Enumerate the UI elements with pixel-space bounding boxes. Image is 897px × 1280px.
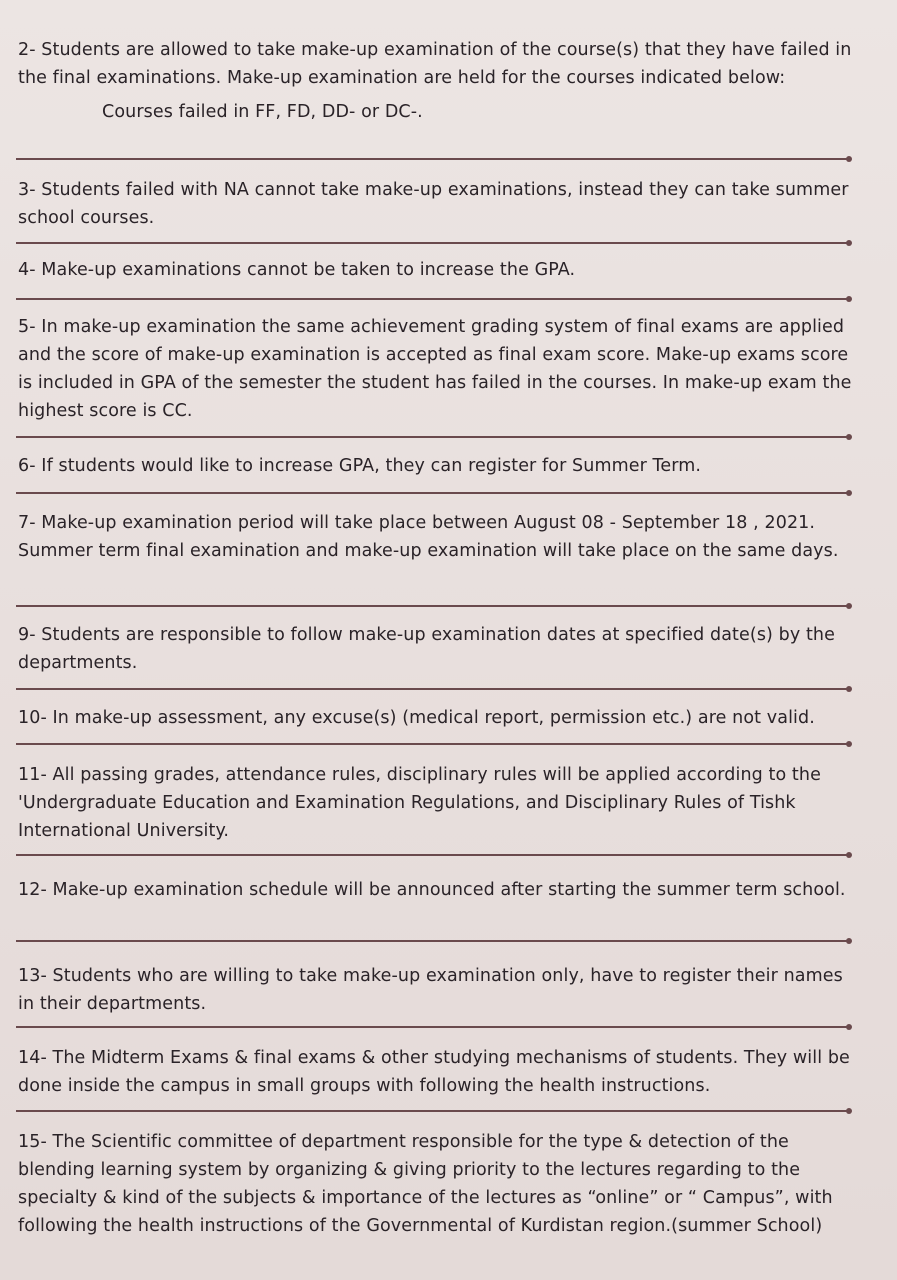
rule-item-7 [18, 509, 856, 565]
rule-text: 13- Students who are willing to take make-up examination only, have to register their names in their departments. [18, 966, 843, 1014]
rule-item-5 [18, 313, 856, 425]
rule-item-11 [18, 761, 856, 845]
rule-text: 9- Students are responsible to follow make-up examination dates at specified date(s) by the departments. [18, 625, 835, 673]
divider [16, 854, 848, 856]
rule-item-6 [18, 452, 856, 480]
rule-item-15 [18, 1128, 856, 1240]
rule-item-12 [18, 876, 856, 904]
divider [16, 436, 848, 438]
divider [16, 940, 848, 942]
rule-text: 15- The Scientific committee of department responsible for the type & detection of the blending learning system by organizing & giving priority to the lectures regarding to the specialty & kind of the subjects & importance of the lectures as “online” or “ Campus”, with following the health instructions of the Governmental of Kurdistan region.(summer School) [18, 1132, 833, 1236]
rule-text: 12- Make-up examination schedule will be announced after starting the summer term school. [18, 880, 846, 900]
rule-text: 11- All passing grades, attendance rules, disciplinary rules will be applied according to the 'Undergraduate Education and Examination Regulations, and Disciplinary Rules of Tishk International University. [18, 765, 821, 841]
rule-text: 10- In make-up assessment, any excuse(s) (medical report, permission etc.) are not valid. [18, 708, 815, 728]
rule-text: 14- The Midterm Exams & final exams & other studying mechanisms of students. They will be done inside the campus in small groups with following the health instructions. [18, 1048, 850, 1096]
rule-item-10 [18, 704, 856, 732]
divider [16, 158, 848, 160]
rule-text: 7- Make-up examination period will take place between August 08 - September 18 , 2021. Summer term final examination and make-up examination will take place on the same days. [18, 513, 839, 561]
divider [16, 492, 848, 494]
rule-text: 6- If students would like to increase GPA, they can register for Summer Term. [18, 456, 702, 476]
divider [16, 1110, 848, 1112]
divider [16, 242, 848, 244]
divider [16, 688, 848, 690]
divider [16, 1026, 848, 1028]
rule-subtext: Courses failed in FF, FD, DD- or DC-. [102, 102, 423, 122]
rule-item-4 [18, 256, 856, 284]
rule-text: 4- Make-up examinations cannot be taken to increase the GPA. [18, 260, 576, 280]
divider [16, 605, 848, 607]
rule-item-9 [18, 621, 856, 677]
rule-text: 2- Students are allowed to take make-up examination of the course(s) that they have failed in the final examinations. Make-up examination are held for the courses indicated below: [18, 40, 852, 88]
rule-text: 5- In make-up examination the same achievement grading system of final exams are applied and the score of make-up examination is accepted as final exam score. Make-up exams score is included in GPA of the semester the student has failed in the courses. In make-up exam the highest score is CC. [18, 317, 852, 421]
rule-item-14 [18, 1044, 856, 1100]
divider [16, 743, 848, 745]
rule-text: 3- Students failed with NA cannot take make-up examinations, instead they can take summer school courses. [18, 180, 849, 228]
rule-item-2 [18, 36, 856, 126]
rule-item-3 [18, 176, 856, 232]
divider [16, 298, 848, 300]
rule-item-13 [18, 962, 856, 1018]
